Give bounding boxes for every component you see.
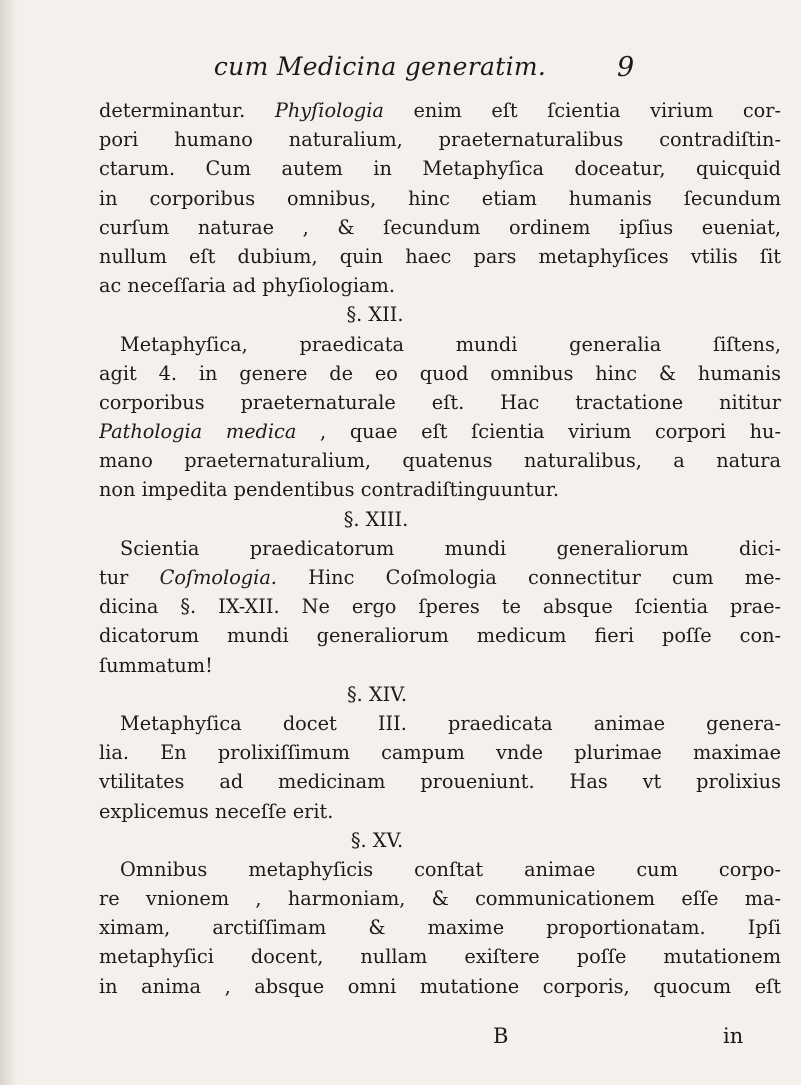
section-heading: §. XIII. <box>343 507 409 531</box>
text-line: Omnibus metaphyſicis conſtat animae cum corpo- <box>120 857 781 881</box>
text-line: Scientia praedicatorum mundi generaliorum dici- <box>120 536 781 560</box>
text-line: nullum eſt dubium, quin haec pars metaphyſices vtilis ſit <box>99 244 781 268</box>
text-line: corporibus praeternaturale eſt. Hac tractatione nititur <box>99 390 781 414</box>
section-heading: §. XII. <box>346 303 404 327</box>
text-line: re vnionem , harmoniam, & communicationem eſſe ma- <box>99 887 781 911</box>
section-heading: §. XIV. <box>347 682 407 706</box>
text-line: dicina §. IX-XII. Ne ergo ſperes te absque ſcientia prae- <box>99 595 781 619</box>
text-line: ac neceſſaria ad phyſiologiam. <box>99 274 395 298</box>
text-line: ſummatum! <box>99 653 213 677</box>
text-line: ximam, arctiſſimam & maxime proportionatam. Ipſi <box>99 916 781 940</box>
page-header <box>0 52 801 92</box>
text-line: explicemus neceſſe erit. <box>99 799 334 823</box>
text-line: Metaphyſica, praedicata mundi generalia ſiſtens, <box>120 332 781 356</box>
text-line: vtilitates ad medicinam proueniunt. Has vt prolixius <box>99 770 781 794</box>
text-line: pori humano naturalium, praeternaturalibus contradiſtin- <box>99 128 781 152</box>
text-line: metaphyſici docent, nullam exiſtere poſſe mutationem <box>99 945 781 969</box>
section-heading: §. XV. <box>350 828 404 852</box>
text-line: lia. En prolixiſſimum campum vnde plurimae maximae <box>99 741 781 765</box>
text-line: curſum naturae , & ſecundum ordinem ipſius eueniat, <box>99 215 781 239</box>
text-line: dicatorum mundi generaliorum medicum fieri poſſe con- <box>99 624 781 648</box>
text-line: mano praeternaturalium, quatenus naturalibus, a natura <box>99 449 781 473</box>
text-line: agit 4. in genere de eo quod omnibus hinc & humanis <box>99 361 781 385</box>
text-line: in corporibus omnibus, hinc etiam humanis ſecundum <box>99 186 781 210</box>
text-line: non impedita pendentibus contradiſtinguuntur. <box>99 478 559 502</box>
text-line: in anima , absque omni mutatione corporis, quocum eſt <box>99 974 781 998</box>
text-line: determinantur. Phyſiologia enim eſt ſcientia virium cor- <box>99 99 781 122</box>
catchword: in <box>723 1024 744 1048</box>
text-line: Pathologia medica , quae eſt ſcientia virium corpori hu- <box>99 420 781 444</box>
text-line: Metaphyſica docet III. praedicata animae genera- <box>120 711 781 735</box>
signature-mark: B <box>493 1024 509 1048</box>
text-line: tur Coſmologia. Hinc Coſmologia connectitur cum me- <box>99 566 781 589</box>
text-line: ctarum. Cum autem in Metaphyſica doceatur, quicquid <box>99 157 781 181</box>
body-text <box>99 96 781 1001</box>
page-gutter-shadow <box>0 0 18 1085</box>
running-title: cum Medicina generatim. <box>213 52 547 81</box>
page-number: 9 <box>617 52 635 83</box>
